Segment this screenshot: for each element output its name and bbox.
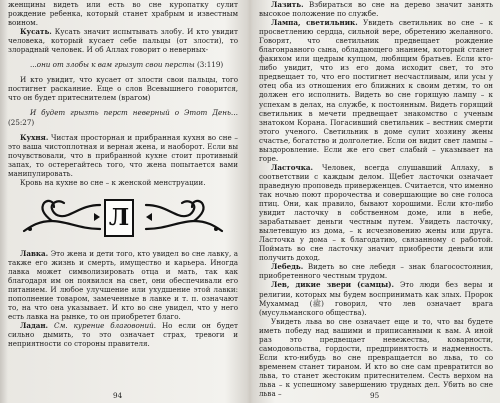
page-number-right: 95 xyxy=(370,391,380,400)
paragraph-krov: Кровь на кухне во сне – к женской менструации. xyxy=(20,177,206,187)
entry-text: Это люди без веры и религии, которых мы будем воспринимать как злых. Пророк Мухаммад (ﷺ) говорил, что лев означает врага (мусульманского общества). xyxy=(259,280,493,317)
entry-term: Лавка. xyxy=(20,248,49,258)
entry-kusat xyxy=(8,27,238,54)
entry-text: Но если он будет сильно дымить, то это означает страх, тревоги и неприятности со стороны правителя. xyxy=(8,321,238,349)
paragraph-lev-2: Увидеть льва во сне означает еще и то, что вы будете иметь победу над вашими и приписанными к вам. А иной раз это предвещает невежества, коварности, самодовольства, гордости, предпринятость и надменность. Если кто-нибудь во сне превращается во льва, то со временем станет тираном. И кто во сне сам превратится во льва, то станет жестоким притеснителем. Сесть верхом на льва – к успешному завершению трудных дел. Убить во сне льва – xyxy=(259,316,493,399)
entry-lastochka xyxy=(259,163,493,263)
entry-kuxnya xyxy=(8,133,238,178)
entry-text: Видеть во сне лебедя – знак благосостояния, приобретенного честным трудом. xyxy=(259,262,493,281)
paragraph-kusat-2: И кто увидит, что кусает от злости свои пальцы, того постигнет раскаяние. Еще о слов Всевышнего говорится, что он будет притеснителем (врагом) xyxy=(8,75,238,103)
verse-reference: (25:27) xyxy=(8,117,35,127)
page-edge-shadow xyxy=(0,0,8,403)
verse-text: И будет грызть перст неверный о Этот День… xyxy=(30,108,238,118)
entry-term: Кухня. xyxy=(20,132,49,142)
left-page xyxy=(8,0,238,403)
entry-text: Увидеть светильник во сне – к просветлению сердца, сильной вере, обретению желанного. Говорят, что светильник предвещает рождение благонравного сына, обладающего знанием, который станет факихом или щедрым купцом, любящим братьев. Если кто-либо увидит, что из его дома исходит свет, то это предвещает то, что его постигнет несчастливым, или усы у отец оба из отношения его ближних к своим детям, то он должен его исполнить. Видеть во сне горящую лампу – к успехам в делах, на службе, к постоянным. Видеть горящий светильник в мечети предвещает знакомство с ученым знатоком Корана. Погасивший светильник – вестник смерти этого ученого. Светильник в доме сулит хозяину жены счастье, богатство и долголетие. Если он видит свет лампы – выздоровление. Если же его свет слабый – указывает на горе. xyxy=(259,18,493,163)
entry-term: Кусать. xyxy=(20,27,52,37)
verse-reference: (3:119) xyxy=(197,60,224,70)
entry-term: Лазить. xyxy=(271,0,304,9)
entry-term: Лампа, светильник. xyxy=(271,18,358,28)
entry-crossref: См. курение благовоний. xyxy=(54,321,156,331)
entry-lev xyxy=(259,280,493,316)
entry-ladan xyxy=(8,321,238,348)
quran-verse xyxy=(8,60,238,69)
quran-verse xyxy=(8,108,238,126)
entry-text: Человек, всегда слушавший Аллаху, в соответствии с каждым делом. Щебет ласточки означает праведную проповедь приверженцев. Считается, что именно так ночью поют пророчества и совершающие во сне голоса птиц. Они, как правило, бывают хорошими. Если кто-либо увидит ласточку в собственном доме, или в небе, зарабатывает деньги честным путем. Увидеть ласточку, вылетевшую из дома, – к исчезновению жены или друга. Ласточка у дома – к благодатию, связанному с работой. Поймать во сне ласточку значит приобрести деньги или получить доход. xyxy=(259,162,493,263)
entry-text: Чистая просторная и прибранная кухня во сне – это ваша чистоплотная и верная жена, и наоборот. Если вы почувствовали, что в прибранной кухне стоит противный запах, то остерегайтесь того, что жена попытается вами манипулировать. xyxy=(8,132,238,178)
paragraph-kuropatka: женщины видеть или есть во сне куропатку сулит рождение ребенка, который станет храбрым и известным воином. xyxy=(8,0,238,28)
entry-term: Лев, дикие звери (самцы). xyxy=(271,280,395,290)
chapter-ornament xyxy=(8,191,238,243)
verse-text: ...они от злобы к вам грызут свои персты xyxy=(30,60,195,70)
right-page xyxy=(259,0,493,403)
entry-text: Это жена и дети того, кто увидел во сне лавку, а также его жизнь и смерть, имущество и карьера. Иногда лавка может символизировать отца и мать, так как благодаря им он появился на свет, они обеспечивали его питанием. И любое улучшение или ухудшение этой лавки: пополнение товаром, замеченные в лавке и т. п. означают то, на что она указывает. И кто во сне увидел, что у него есть лавка на рынке, то он приобретет благо. xyxy=(8,248,238,322)
entry-term: Ласточка. xyxy=(271,162,313,172)
chapter-letter: Л xyxy=(104,199,134,237)
entry-term: Ладан. xyxy=(20,321,49,331)
entry-text: Кусать значит испытывать злобу. И кто увидит человека, который кусает себе пальцы (от злости), то злорадный человек. И об Аллах говорит о неверных- xyxy=(8,27,238,55)
entry-text: Взбираться во сне на дерево значит занять высокое положение по службе. xyxy=(259,0,493,19)
entry-lavka xyxy=(8,249,238,321)
entry-term: Лебедь. xyxy=(271,262,304,272)
entry-lazit xyxy=(259,0,493,18)
page-number-left: 94 xyxy=(113,391,123,400)
entry-lebed xyxy=(259,262,493,280)
entry-lampa xyxy=(259,18,493,163)
